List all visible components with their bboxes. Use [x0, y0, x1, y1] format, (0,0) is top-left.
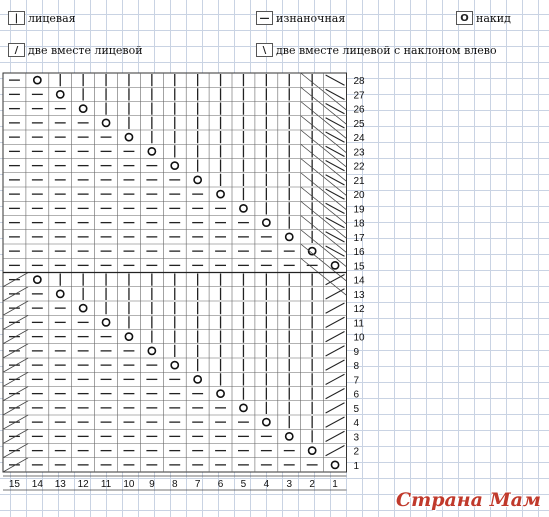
row-number-label: 19: [353, 204, 365, 216]
column-number-label: 14: [31, 479, 43, 490]
row-number-label: 5: [353, 403, 360, 415]
column-number-label: 10: [123, 479, 135, 490]
yarn-over-stitch: [80, 305, 87, 312]
column-number-label: 6: [217, 479, 224, 490]
yarn-over-stitch: [80, 105, 87, 112]
yarn-over-stitch: [331, 262, 338, 269]
yarn-over-stitch: [217, 390, 224, 397]
row-number-label: 4: [353, 418, 360, 430]
row-number-label: 21: [353, 175, 365, 187]
row-number-label: 25: [353, 118, 365, 130]
row-number-label: 2: [353, 446, 360, 458]
row-number-label: 9: [353, 346, 360, 358]
row-number-label: 27: [353, 90, 365, 102]
row-number-label: 24: [353, 133, 365, 145]
column-number-label: 12: [77, 479, 89, 490]
site-watermark: Страна Мам: [395, 489, 541, 511]
row-number-label: 16: [353, 247, 365, 259]
row-number-label: 12: [353, 304, 365, 316]
row-number-label: 11: [353, 318, 364, 330]
yarn-over-stitch: [263, 419, 270, 426]
yarn-over-stitch: [194, 376, 201, 383]
column-number-label: 15: [8, 479, 21, 490]
legend-k2tog-label: две вместе лицевой: [28, 43, 143, 57]
row-number-label: 10: [353, 332, 365, 344]
row-number-label: 1: [353, 460, 360, 472]
legend-knit-label: лицевая: [28, 11, 76, 25]
yarn-over-stitch: [171, 362, 178, 369]
row-number-label: 28: [353, 76, 365, 88]
yarn-over-stitch: [57, 91, 64, 98]
yarn-over-stitch: [171, 162, 178, 169]
k2tog-left-icon: \: [256, 43, 273, 57]
row-number-label: 18: [353, 218, 365, 230]
row-number-label: 23: [353, 147, 365, 159]
row-number-label: 15: [353, 261, 365, 273]
yarn-over-stitch: [240, 205, 247, 212]
yarn-over-stitch: [34, 276, 41, 283]
yarn-over-stitch: [286, 433, 293, 440]
row-number-label: 3: [353, 432, 360, 444]
row-number-label: 14: [353, 275, 365, 287]
legend-purl-label: изнаночная: [276, 11, 346, 25]
knit-stitch-icon: |: [8, 11, 25, 25]
yarn-over-stitch: [125, 333, 132, 340]
yarn-over-icon: O: [456, 11, 473, 25]
row-number-label: 8: [353, 361, 360, 373]
yarn-over-stitch: [309, 447, 316, 454]
k2tog-icon: /: [8, 43, 25, 57]
yarn-over-stitch: [148, 347, 155, 354]
yarn-over-stitch: [34, 77, 41, 84]
yarn-over-stitch: [263, 219, 270, 226]
yarn-over-stitch: [102, 119, 109, 126]
yarn-over-stitch: [148, 148, 155, 155]
legend-yarn-over-label: накид: [476, 11, 511, 25]
row-number-label: 20: [353, 190, 365, 202]
row-number-label: 13: [353, 289, 365, 301]
row-number-label: 22: [353, 161, 365, 173]
yarn-over-stitch: [57, 290, 64, 297]
column-number-label: 2: [309, 479, 315, 490]
column-number-label: 7: [194, 479, 201, 490]
column-number-label: 5: [240, 479, 247, 490]
yarn-over-stitch: [217, 191, 224, 198]
column-number-label: 9: [149, 479, 155, 490]
row-number-label: 7: [353, 375, 360, 387]
row-number-label: 6: [353, 389, 360, 401]
yarn-over-stitch: [240, 404, 247, 411]
column-number-label: 11: [100, 479, 112, 490]
yarn-over-stitch: [286, 233, 293, 240]
legend-k2tog-left-label: две вместе лицевой с наклоном влево: [276, 43, 497, 57]
column-number-label: 13: [54, 479, 66, 490]
yarn-over-stitch: [125, 134, 132, 141]
row-number-label: 26: [353, 104, 365, 116]
column-number-label: 8: [171, 479, 178, 490]
column-number-label: 3: [286, 479, 293, 490]
row-number-label: 17: [353, 232, 365, 244]
column-number-label: 4: [263, 479, 270, 490]
column-number-label: 1: [332, 479, 338, 490]
yarn-over-stitch: [102, 319, 109, 326]
yarn-over-stitch: [331, 461, 338, 468]
purl-stitch-icon: —: [256, 11, 273, 25]
yarn-over-stitch: [194, 176, 201, 183]
